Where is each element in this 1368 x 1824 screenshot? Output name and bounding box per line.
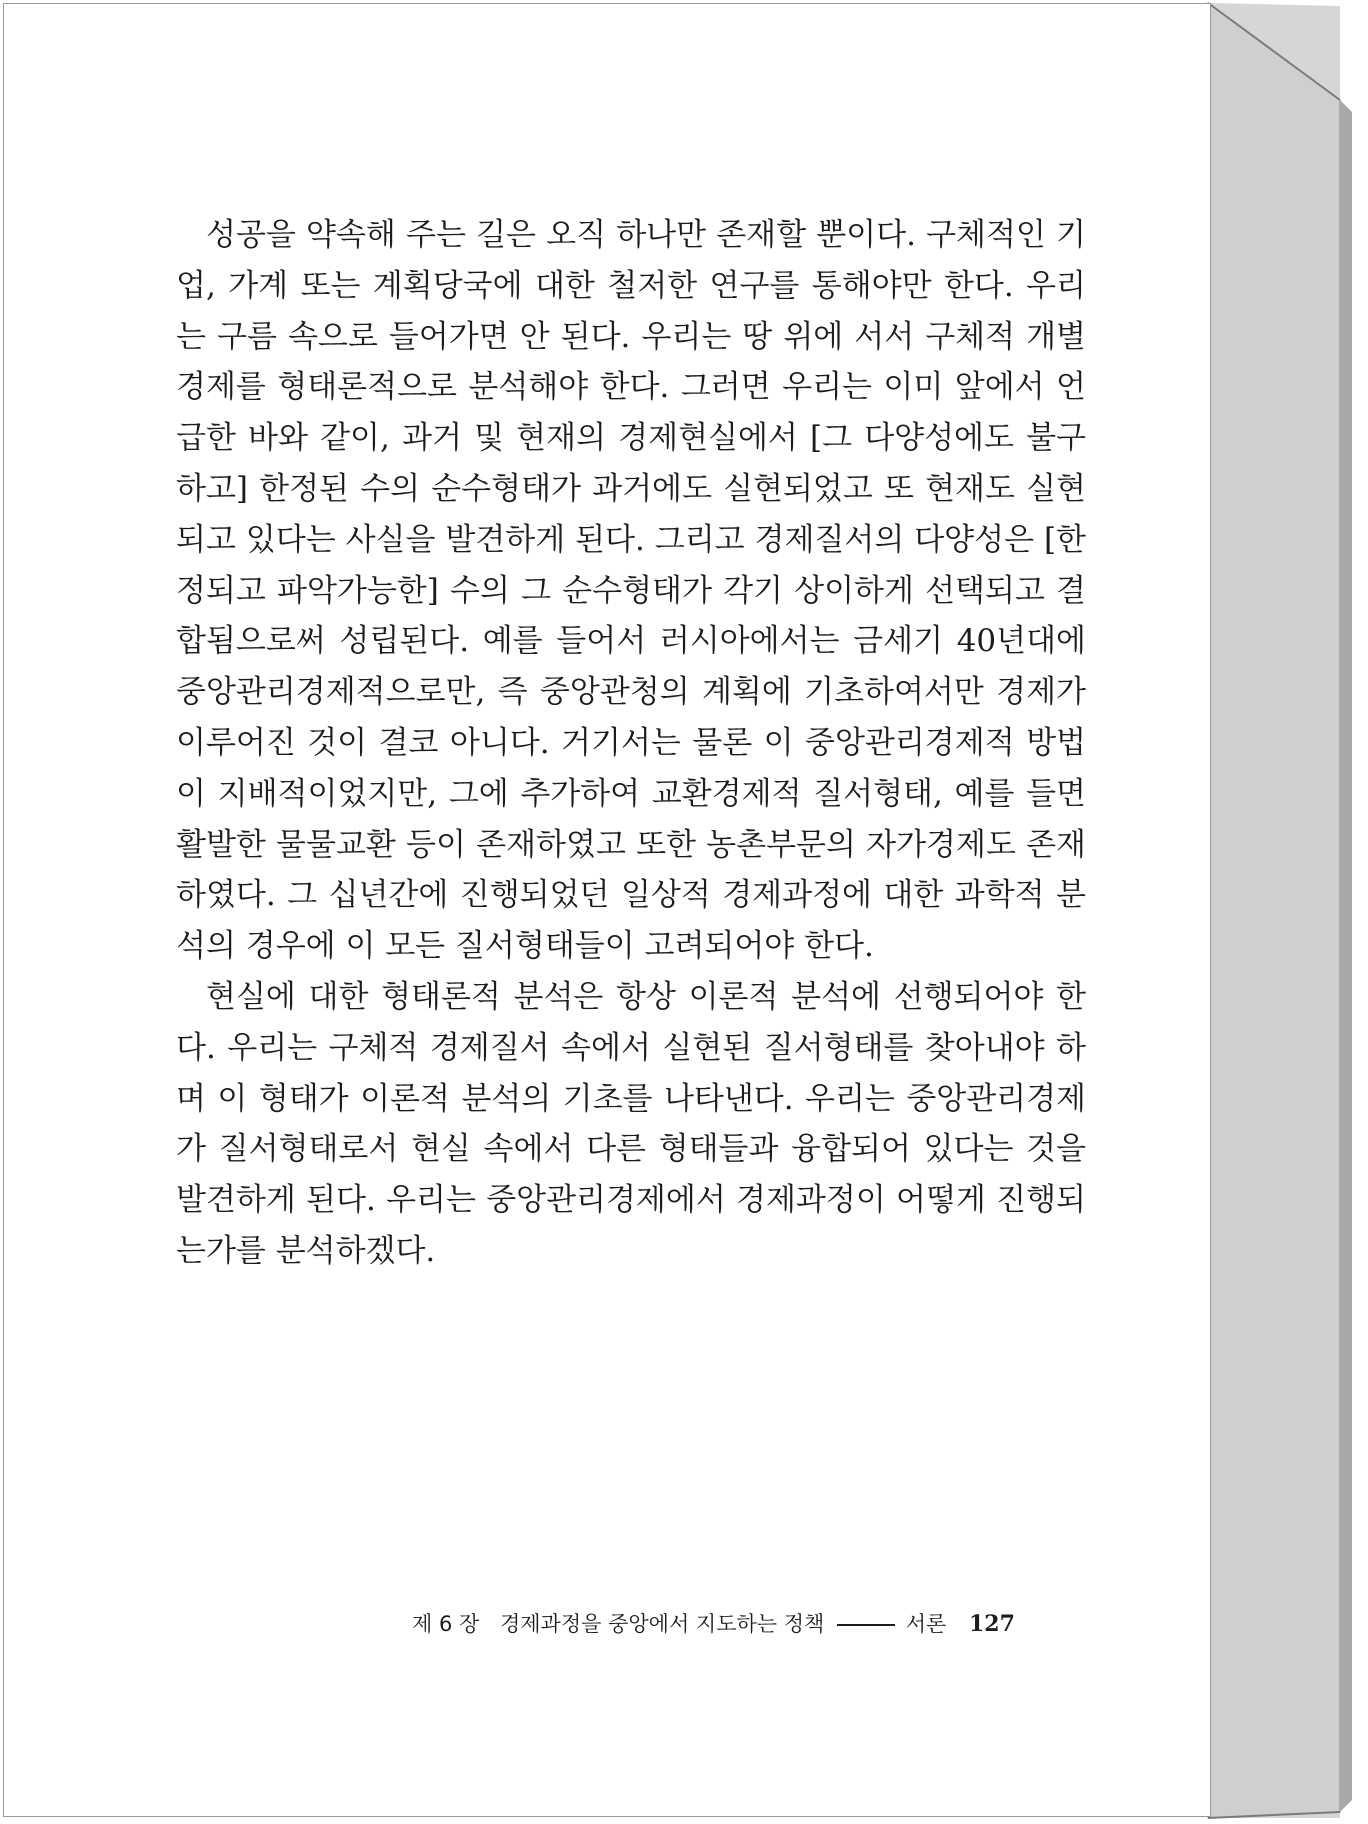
running-footer: [412, 1608, 1062, 1638]
chapter-label: 제 6 장: [412, 1612, 480, 1636]
page-body: [176, 210, 1086, 1277]
title-dash: [837, 1624, 895, 1626]
paragraph: 현실에 대한 형태론적 분석은 항상 이론적 분석에 선행되어야 한다. 우리는 구체적 경제질서 속에서 실현된 질서형태를 찾아내야 하며 이 형태가 이론적 분석의 기초를 나타낸다. 우리는 중앙관리경제가 질서형태로서 현실 속에서 다른 형태들과 융합되어 있다는 것을 발견하게 된다. 우리는 중앙관리경제에서 경제과정이 어떻게 진행되는가를 분석하겠다.: [176, 978, 1086, 1269]
chapter-title: 경제과정을 중앙에서 지도하는 정책: [499, 1612, 825, 1636]
section-label: 서론: [905, 1612, 947, 1636]
paragraph: 성공을 약속해 주는 길은 오직 하나만 존재할 뿐이다. 구체적인 기업, 가계 또는 계획당국에 대한 철저한 연구를 통해야만 한다. 우리는 구름 속으로 들어가면 안 된다. 우리는 땅 위에 서서 구체적 개별경제를 형태론적으로 분석해야 한다. 그러면 우리는 이미 앞에서 언급한 바와 같이, 과거 및 현재의 경제현실에서 [그 다양성에도 불구하고] 한정된 수의 순수형태가 과거에도 실현되었고 또 현재도 실현되고 있다는 사실을 발견하게 된다. 그리고 경제질서의 다양성은 [한정되고 파악가능한] 수의 그 순수형태가 각기 상이하게 선택되고 결합됨으로써 성립된다. 예를 들어서 러시아에서는 금세기 40년대에 중앙관리경제적으로만, 즉 중앙관청의 계획에 기초하여서만 경제가 이루어진 것이 결코 아니다. 거기서는 물론 이 중앙관리경제적 방법이 지배적이었지만, 그에 추가하여 교환경제적 질서형태, 예를 들면 활발한 물물교환 등이 존재하였고 또한 농촌부문의 자가경제도 존재하였다. 그 십년간에 진행되었던 일상적 경제과정에 대한 과학적 분석의 경우에 이 모든 질서형태들이 고려되어야 한다.: [176, 217, 1086, 965]
page-number: 127: [968, 1611, 1015, 1637]
